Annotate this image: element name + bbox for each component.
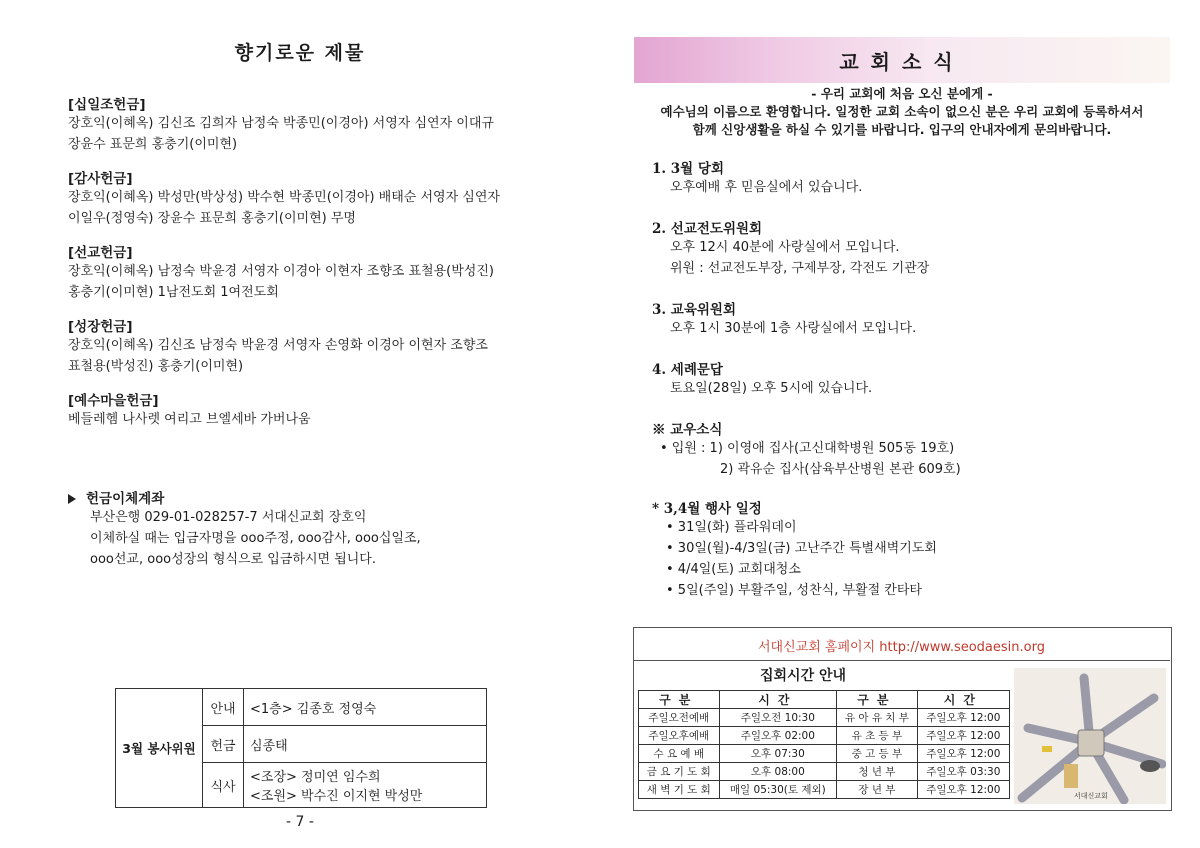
service-role: 식사 bbox=[203, 763, 244, 808]
news-item bbox=[652, 358, 961, 399]
schedule-header: 시간 bbox=[719, 691, 837, 709]
transfer-line: 이체하실 때는 입금자명을 ooo주정, ooo감사, ooo십일조, bbox=[90, 531, 421, 546]
service-category: 3월 봉사위원 bbox=[116, 689, 203, 808]
table-row: 수 요 예 배 오후 07:30 중 고 등 부 주일오후 12:00 bbox=[639, 745, 1010, 763]
member-news-line: 2) 곽유순 집사(삼육부산병원 본관 609호) bbox=[720, 462, 961, 477]
transfer-heading: 헌금이체계좌 bbox=[86, 491, 165, 507]
section-heading: [선교헌금] bbox=[68, 245, 133, 261]
section-line: 이일우(정영숙) 장윤수 표문희 홍충기(이미현) 무명 bbox=[68, 211, 356, 226]
section-line: 홍충기(이미현) 1남전도회 1여전도회 bbox=[68, 285, 279, 300]
welcome-line: 함께 신앙생활을 하실 수 있기를 바랍니다. 입구의 안내자에게 문의바랍니다. bbox=[692, 122, 1112, 137]
welcome-line: 예수님의 이름으로 환영합니다. 일정한 교회 소속이 없으신 분은 우리 교회에 등록하셔서 bbox=[660, 104, 1144, 119]
service-names: <조장> 정미연 임수희 bbox=[250, 770, 381, 785]
news-item-line: 위원 : 선교전도부장, 구제부장, 각전도 기관장 bbox=[670, 261, 930, 276]
events-schedule bbox=[652, 497, 961, 601]
member-news-line: • 입원 : 1) 이영애 집사(고신대학병원 505동 19호) bbox=[660, 441, 955, 456]
news-item-line: 오후예배 후 믿음실에서 있습니다. bbox=[670, 180, 863, 195]
bank-transfer-info bbox=[68, 487, 421, 570]
section-line: 표철용(박성진) 홍충기(이미현) bbox=[68, 359, 244, 374]
news-item-line: 토요일(28일) 오후 5시에 있습니다. bbox=[670, 381, 873, 396]
section-heading: [십일조헌금] bbox=[68, 97, 146, 113]
section-line: 장호익(이혜옥) 남정숙 박윤경 서영자 이경아 이현자 조향조 표철용(박성진) bbox=[68, 264, 494, 279]
service-names: 심종태 bbox=[244, 726, 487, 763]
section-heading: [감사헌금] bbox=[68, 171, 133, 187]
map-building bbox=[1078, 730, 1104, 756]
schedule-header: 시간 bbox=[917, 691, 1009, 709]
offering-section bbox=[68, 389, 500, 430]
section-line: 베들레헴 나사렛 여리고 브엘세바 가버나움 bbox=[68, 412, 311, 427]
news-item bbox=[652, 157, 961, 198]
service-schedule-table bbox=[638, 690, 1010, 799]
triangle-bullet-icon bbox=[68, 494, 76, 504]
service-volunteers-table bbox=[115, 688, 487, 808]
section-line: 장윤수 표문희 홍충기(이미현) bbox=[68, 137, 238, 152]
map-sign bbox=[1042, 746, 1052, 752]
offering-section bbox=[68, 167, 500, 229]
news-item-line: 오후 12시 40분에 사랑실에서 모입니다. bbox=[670, 240, 900, 255]
news-item bbox=[652, 217, 961, 279]
news-item-heading: 1. 3월 당회 bbox=[652, 161, 725, 177]
news-item-heading: 2. 선교전도위원회 bbox=[652, 221, 763, 237]
section-line: 장호익(이혜옥) 박성만(박상성) 박수현 박종민(이경아) 배태순 서영자 심연자 bbox=[68, 190, 500, 205]
page-number: - 7 - bbox=[286, 814, 314, 830]
events-heading: * 3,4월 행사 일정 bbox=[652, 501, 762, 517]
offering-section bbox=[68, 315, 500, 377]
divider bbox=[633, 660, 1170, 661]
news-item-heading: 3. 교육위원회 bbox=[652, 302, 736, 318]
table-row: 금 요 기 도 회 오후 08:00 청 년 부 주일오후 03:30 bbox=[639, 763, 1010, 781]
welcome-subtitle: - 우리 교회에 처음 오신 분에게 - bbox=[811, 86, 993, 101]
table-row: 주일오전예배 주일오전 10:30 유 아 유 치 부 주일오후 12:00 bbox=[639, 709, 1010, 727]
section-heading: [성장헌금] bbox=[68, 319, 133, 335]
member-news bbox=[652, 418, 961, 480]
map-church-label: 서대신교회 bbox=[1074, 792, 1108, 800]
table-row: 주일오후예배 주일오후 02:00 유 초 등 부 주일오후 12:00 bbox=[639, 727, 1010, 745]
section-heading: [예수마을헌금] bbox=[68, 393, 159, 409]
church-location-map bbox=[1014, 668, 1166, 804]
event-line: • 5일(주일) 부활주일, 성찬식, 부활절 칸타타 bbox=[666, 583, 922, 598]
service-names: <1층> 김종호 정영숙 bbox=[244, 689, 487, 726]
homepage-label: 서대신교회 홈페이지 bbox=[758, 640, 876, 655]
offerings-title: 향기로운 제물 bbox=[234, 42, 366, 64]
section-line: 장호익(이혜옥) 김신조 김희자 남정숙 박종민(이경아) 서영자 심연자 이대규 bbox=[68, 116, 494, 131]
homepage-line bbox=[633, 636, 1170, 655]
event-line: • 30일(월)-4/3일(금) 고난주간 특별새벽기도회 bbox=[666, 541, 937, 556]
offering-section bbox=[68, 241, 500, 303]
transfer-line: 부산은행 029-01-028257-7 서대신교회 장호익 bbox=[90, 510, 367, 525]
news-item-line: 오후 1시 30분에 1층 사랑실에서 모입니다. bbox=[670, 321, 917, 336]
event-line: • 31일(화) 플라워데이 bbox=[666, 520, 797, 535]
news-item bbox=[652, 298, 961, 339]
offerings-list bbox=[68, 93, 500, 430]
schedule-header: 구분 bbox=[639, 691, 720, 709]
news-title: 교회소식 bbox=[839, 50, 965, 74]
service-names: <조원> 박수진 이지현 박성만 bbox=[250, 789, 423, 804]
event-line: • 4/4일(토) 교회대청소 bbox=[666, 562, 801, 577]
homepage-link[interactable]: http://www.seodaesin.org bbox=[879, 640, 1045, 655]
map-landmark bbox=[1140, 760, 1160, 772]
transfer-line: ooo선교, ooo성장의 형식으로 입금하시면 됩니다. bbox=[90, 552, 377, 567]
news-items bbox=[652, 157, 961, 601]
table-row: 새 벽 기 도 회 매일 05:30(토 제외) 장 년 부 주일오후 12:00 bbox=[639, 781, 1010, 799]
schedule-title: 집회시간 안내 bbox=[760, 668, 847, 684]
service-role: 헌금 bbox=[203, 726, 244, 763]
service-role: 안내 bbox=[203, 689, 244, 726]
news-item-heading: 4. 세례문답 bbox=[652, 362, 723, 378]
offering-section bbox=[68, 93, 500, 155]
schedule-header: 구분 bbox=[837, 691, 918, 709]
member-news-heading: ※ 교우소식 bbox=[652, 422, 723, 438]
section-line: 장호익(이혜옥) 김신조 남정숙 박윤경 서영자 손영화 이경아 이현자 조향조 bbox=[68, 338, 488, 353]
map-church-building bbox=[1064, 764, 1078, 788]
